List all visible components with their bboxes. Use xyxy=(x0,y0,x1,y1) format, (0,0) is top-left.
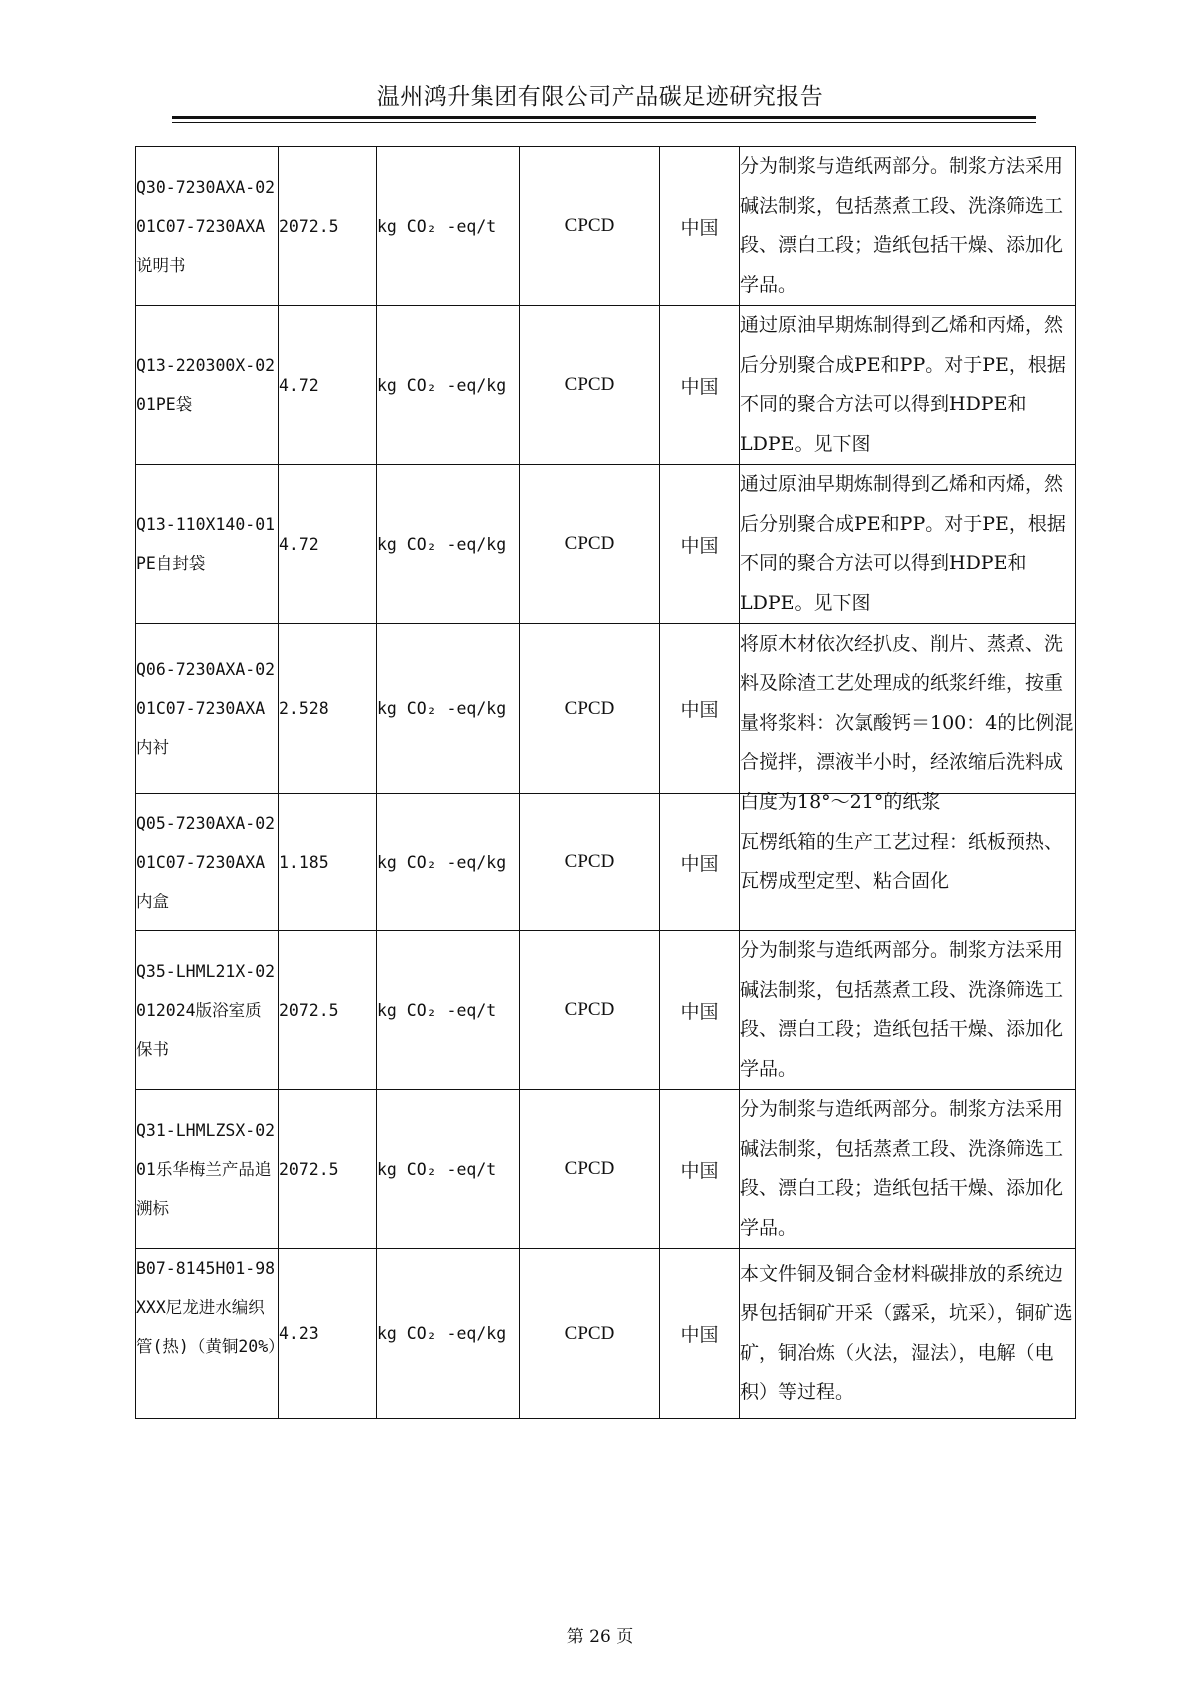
table-row xyxy=(136,931,1076,1090)
emission-factor-table xyxy=(135,146,1076,1419)
process-description-text: 本文件铜及铜合金材料碳排放的系统边界包括铜矿开采（露采，坑采），铜矿选矿，铜冶炼（火法，湿法），电解（电积）等过程。 xyxy=(740,1262,1073,1403)
process-description-cell xyxy=(740,147,1076,306)
table-row xyxy=(136,147,1076,306)
table-row xyxy=(136,1249,1076,1419)
unit-cell: kg CO₂ -eq/t xyxy=(377,1090,520,1249)
material-code-cell: Q05-7230AXA-0201C07-7230AXA内盒 xyxy=(136,794,279,931)
region-cell: 中国 xyxy=(660,465,740,624)
database-cell: CPCD xyxy=(520,306,660,465)
region-cell: 中国 xyxy=(660,931,740,1090)
database-cell: CPCD xyxy=(520,147,660,306)
database-cell: CPCD xyxy=(520,931,660,1090)
material-code-cell: Q06-7230AXA-0201C07-7230AXA内衬 xyxy=(136,624,279,794)
table-row xyxy=(136,306,1076,465)
unit-cell: kg CO₂ -eq/kg xyxy=(377,1249,520,1419)
region-cell: 中国 xyxy=(660,147,740,306)
process-description-text: 分为制浆与造纸两部分。制浆方法采用碱法制浆，包括蒸煮工段、洗涤筛选工段、漂白工段；造纸包括干燥、添加化学品。 xyxy=(740,939,1064,1080)
table-row xyxy=(136,624,1076,794)
process-description-cell xyxy=(740,1090,1076,1249)
emission-value-cell: 4.72 xyxy=(279,465,377,624)
header-rule-thin xyxy=(172,122,1036,123)
region-cell: 中国 xyxy=(660,1249,740,1419)
process-description-text: 分为制浆与造纸两部分。制浆方法采用碱法制浆，包括蒸煮工段、洗涤筛选工段、漂白工段；造纸包括干燥、添加化学品。 xyxy=(740,155,1064,296)
database-cell: CPCD xyxy=(520,1090,660,1249)
database-cell: CPCD xyxy=(520,624,660,794)
material-code-cell: B07-8145H01-98XXX尼龙进水编织管(热)（黄铜20%） xyxy=(136,1249,279,1419)
material-code-cell: Q35-LHML21X-02012024版浴室质保书 xyxy=(136,931,279,1090)
unit-cell: kg CO₂ -eq/t xyxy=(377,931,520,1090)
process-description-cell xyxy=(740,1249,1076,1419)
process-description-text: 通过原油早期炼制得到乙烯和丙烯，然后分别聚合成PE和PP。对于PE，根据不同的聚合方法可以得到HDPE和LDPE。见下图 xyxy=(740,473,1066,614)
database-cell: CPCD xyxy=(520,1249,660,1419)
emission-value-cell: 2072.5 xyxy=(279,931,377,1090)
emission-value-cell: 2.528 xyxy=(279,624,377,794)
table-row xyxy=(136,1090,1076,1249)
emission-value-cell: 2072.5 xyxy=(279,147,377,306)
unit-cell: kg CO₂ -eq/kg xyxy=(377,306,520,465)
material-code-cell: Q13-220300X-0201PE袋 xyxy=(136,306,279,465)
unit-cell: kg CO₂ -eq/kg xyxy=(377,624,520,794)
material-code-cell: Q30-7230AXA-0201C07-7230AXA说明书 xyxy=(136,147,279,306)
region-cell: 中国 xyxy=(660,1090,740,1249)
process-description-text: 瓦楞纸箱的生产工艺过程：纸板预热、瓦楞成型定型、粘合固化 xyxy=(740,830,1064,892)
process-description-text: 分为制浆与造纸两部分。制浆方法采用碱法制浆，包括蒸煮工段、洗涤筛选工段、漂白工段；造纸包括干燥、添加化学品。 xyxy=(740,1098,1064,1239)
database-cell: CPCD xyxy=(520,465,660,624)
process-description-text: 将原木材依次经扒皮、削片、蒸煮、洗料及除渣工艺处理成的纸浆纤维，按重量将浆料：次氯酸钙＝100：4的比例混合搅拌，漂液半小时，经浓缩后洗料成白度为18°～21°的纸浆 xyxy=(740,632,1074,813)
unit-cell: kg CO₂ -eq/kg xyxy=(377,465,520,624)
process-description-cell xyxy=(740,465,1076,624)
region-cell: 中国 xyxy=(660,794,740,931)
database-cell: CPCD xyxy=(520,794,660,931)
region-cell: 中国 xyxy=(660,306,740,465)
process-description-cell xyxy=(740,306,1076,465)
emission-value-cell: 1.185 xyxy=(279,794,377,931)
header-rule xyxy=(172,116,1036,119)
table-row xyxy=(136,465,1076,624)
region-cell: 中国 xyxy=(660,624,740,794)
unit-cell: kg CO₂ -eq/t xyxy=(377,147,520,306)
page-header-title: 温州鸿升集团有限公司产品碳足迹研究报告 xyxy=(376,84,824,110)
material-code-cell: Q13-110X140-01PE自封袋 xyxy=(136,465,279,624)
material-code-cell: Q31-LHMLZSX-0201乐华梅兰产品追溯标 xyxy=(136,1090,279,1249)
emission-value-cell: 4.23 xyxy=(279,1249,377,1419)
emission-value-cell: 2072.5 xyxy=(279,1090,377,1249)
emission-value-cell: 4.72 xyxy=(279,306,377,465)
process-description-cell xyxy=(740,931,1076,1090)
process-description-text: 通过原油早期炼制得到乙烯和丙烯，然后分别聚合成PE和PP。对于PE，根据不同的聚合方法可以得到HDPE和LDPE。见下图 xyxy=(740,314,1066,455)
process-description-cell xyxy=(740,624,1076,813)
unit-cell: kg CO₂ -eq/kg xyxy=(377,794,520,931)
page-number: 第 26 页 xyxy=(566,1627,634,1647)
